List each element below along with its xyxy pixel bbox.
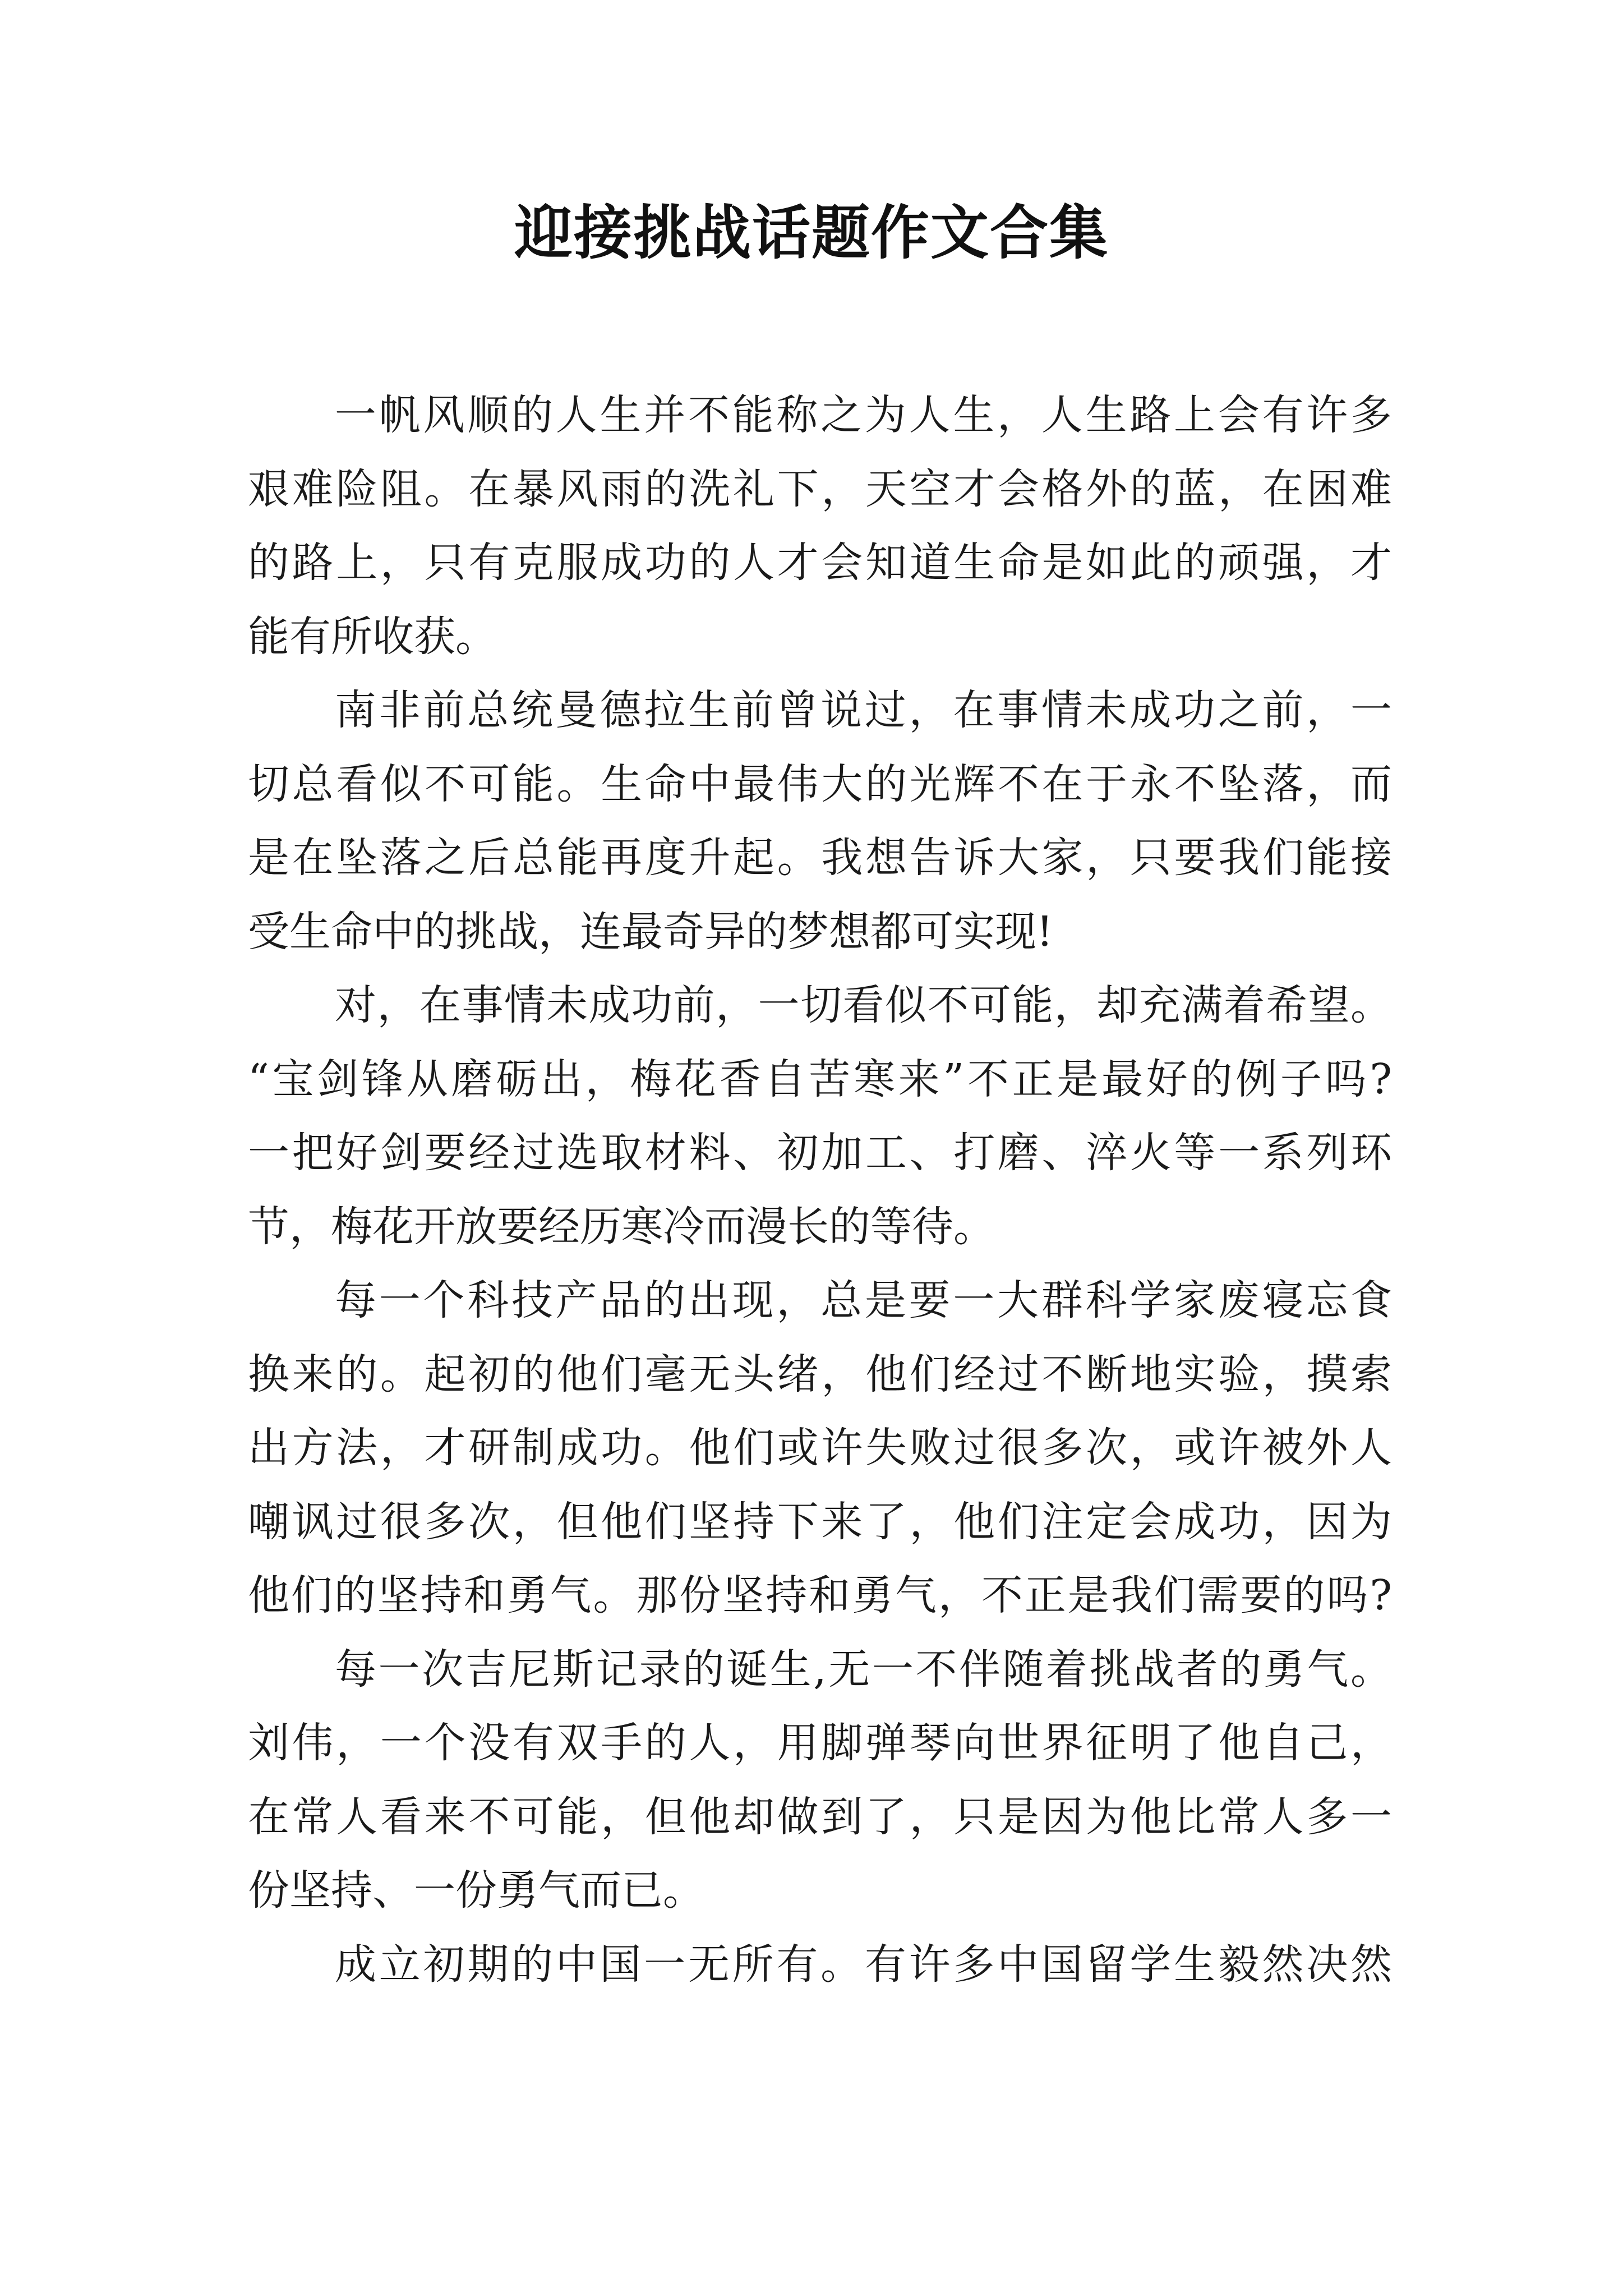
text-line: 的路上，只有克服成功的人才会知道生命是如此的顽强，才 [248, 539, 1395, 587]
text-line: 受生命中的挑战，连最奇异的梦想都可实现! [248, 907, 1053, 956]
text-line: 对，在事情未成功前，一切看似不可能，却充满着希望。 [335, 981, 1393, 1029]
text-line: 换来的。起初的他们毫无头绪，他们经过不断地实验，摸索 [248, 1350, 1395, 1398]
text-line: 嘲讽过很多次，但他们坚持下来了，他们注定会成功，因为 [248, 1497, 1395, 1546]
text-line: 是在坠落之后总能再度升起。我想告诉大家，只要我们能接 [248, 834, 1395, 882]
text-line: 节，梅花开放要经历寒冷而漫长的等待。 [248, 1202, 995, 1251]
text-line: 艰难险阻。在暴风雨的洗礼下，天空才会格外的蓝，在困难 [248, 464, 1395, 513]
text-line: 刘伟，一个没有双手的人，用脚弹琴向世界征明了他自己， [248, 1719, 1395, 1767]
text-line: 每一次吉尼斯记录的诞生,无一不伴随着挑战者的勇气。 [335, 1645, 1394, 1694]
text-line: 份坚持、一份勇气而已。 [248, 1866, 704, 1915]
document-title: 迎接挑战话题作文合集 [514, 198, 1109, 267]
text-line: 每一个科技产品的出现，总是要一大群科学家废寝忘食 [335, 1276, 1395, 1324]
text-line: 一把好剑要经过选取材料、初加工、打磨、淬火等一系列环 [248, 1129, 1395, 1177]
document-body [248, 379, 1395, 2001]
text-line: 出方法，才研制成功。他们或许失败过很多次，或许被外人 [248, 1424, 1395, 1472]
text-line: 南非前总统曼德拉生前曾说过，在事情未成功之前，一 [335, 686, 1395, 734]
text-line: 一帆风顺的人生并不能称之为人生，人生路上会有许多 [335, 391, 1395, 439]
text-line: “宝剑锋从磨砺出，梅花香自苦寒来”不正是最好的例子吗? [248, 1055, 1395, 1103]
text-line: 能有所收获。 [248, 612, 497, 661]
text-line: 成立初期的中国一无所有。有许多中国留学生毅然决然 [335, 1940, 1395, 1989]
text-line: 切总看似不可能。生命中最伟大的光辉不在于永不坠落，而 [248, 760, 1395, 808]
text-line: 在常人看来不可能，但他却做到了，只是因为他比常人多一 [248, 1792, 1395, 1841]
text-line: 他们的坚持和勇气。那份坚持和勇气，不正是我们需要的吗? [248, 1571, 1394, 1619]
